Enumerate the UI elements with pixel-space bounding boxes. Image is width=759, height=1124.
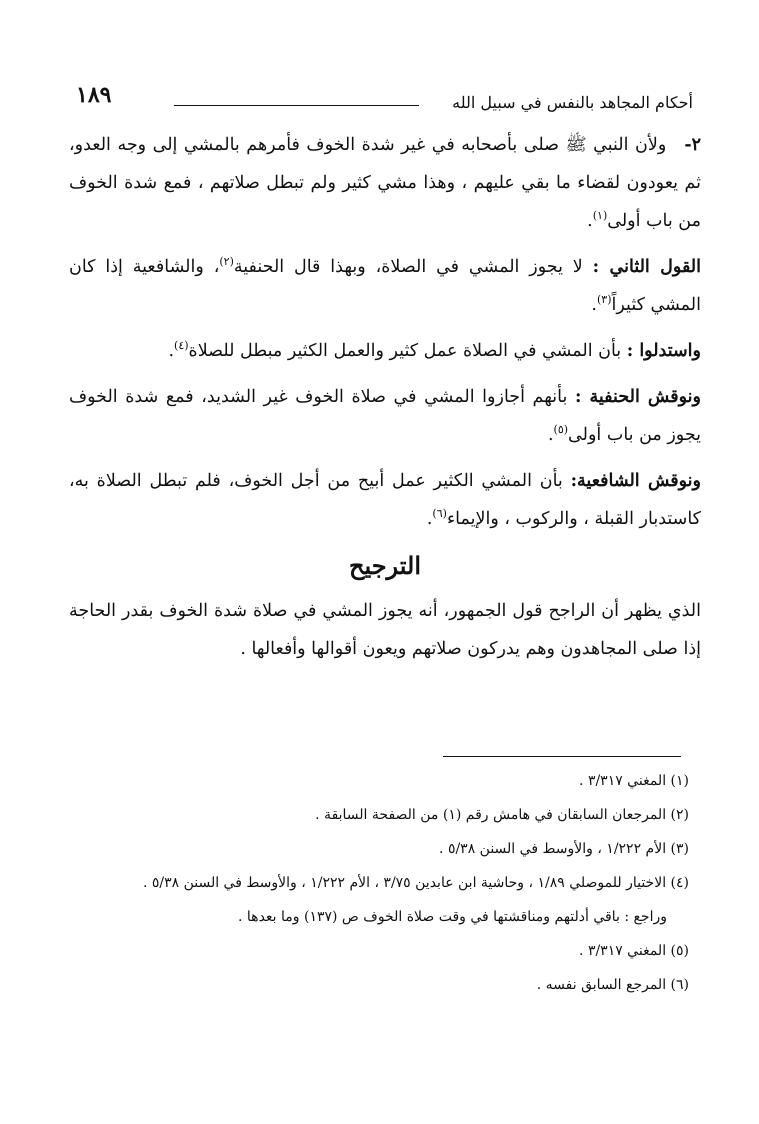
paragraph-conclusion <box>69 592 701 668</box>
footnote-5: (٥) المغني ٣/٣١٧ . <box>579 943 689 959</box>
footnote-ref: (٤) <box>174 339 189 353</box>
footnote-rule <box>443 756 681 757</box>
paragraph-second-opinion <box>69 248 701 324</box>
punctuation: . <box>587 211 593 231</box>
paragraph-lead: واستدلوا : <box>626 341 701 361</box>
footnote-ref: (٦) <box>432 507 447 521</box>
footnote-ref: (٢) <box>219 255 234 269</box>
footnote-2: (٢) المرجعان السابقان في هامش رقم (١) من الصفحة السابقة . <box>315 807 689 823</box>
paragraph-text: بأن المشي الكثير عمل أبيح من أجل الخوف، فلم تبطل الصلاة به، كاستدبار القبلة ، والركوب ، والإيماء <box>69 471 701 529</box>
footnote-ref: (٣) <box>597 293 612 307</box>
page-number: ١٨٩ <box>76 82 112 108</box>
point-number: ٢- <box>684 135 701 155</box>
paragraph-hanafi-discussion <box>69 378 701 454</box>
footnote-4: (٤) الاختيار للموصلي ١/٨٩ ، وحاشية ابن عابدين ٣/٧٥ ، الأم ١/٢٢٢ ، والأوسط في السنن ٥/٣٨ . <box>142 875 689 891</box>
paragraph-shafii-discussion <box>69 462 701 538</box>
punctuation: . <box>591 295 597 315</box>
section-heading: الترجيح <box>348 551 422 580</box>
punctuation: . <box>168 341 175 361</box>
paragraph-text: بأنهم أجازوا المشي في صلاة الخوف غير الشديد، فمع شدة الخوف يجوز من باب أولى <box>69 387 701 445</box>
paragraph-point-2 <box>69 126 701 240</box>
main-text <box>69 126 701 676</box>
paragraph-text: ، والشافعية إذا كان المشي كثيراً <box>69 257 701 315</box>
footnote-ref: (٥) <box>553 423 569 437</box>
footnote-3: (٣) الأم ١/٢٢٢ ، والأوسط في السنن ٥/٣٨ . <box>439 841 689 857</box>
paragraph-lead: القول الثاني : <box>592 257 701 277</box>
paragraph-lead: ونوقش الحنفية : <box>574 387 701 407</box>
punctuation: . <box>547 425 554 445</box>
punctuation: . <box>426 509 433 529</box>
running-title: أحكام المجاهد بالنفس في سبيل الله <box>452 93 693 112</box>
paragraph-lead: ونوقش الشافعية: <box>570 471 701 491</box>
footnote-ref: (١) <box>592 209 608 223</box>
footnote-4-note: وراجع : باقي أدلتهم ومناقشتها في وقت صلاة الخوف ص (١٣٧) وما بعدها . <box>238 909 667 925</box>
footnote-1: (١) المغني ٣/٣١٧ . <box>579 773 689 789</box>
header-rule <box>174 105 419 106</box>
paragraph-text: لا يجوز المشي في الصلاة، وبهذا قال الحنفية <box>233 257 583 277</box>
paragraph-text: ولأن النبي ﷺ صلى بأصحابه في غير شدة الخوف فأمرهم بالمشي إلى وجه العدو، ثم يعودون لقضاء ما بقي عليهم ، وهذا مشي كثير ولم تبطل صلاتهم ، فمع شدة الخوف من باب أولى <box>69 135 701 231</box>
footnote-6: (٦) المرجع السابق نفسه . <box>536 977 689 993</box>
paragraph-evidence <box>69 332 701 370</box>
paragraph-text: بأن المشي في الصلاة عمل كثير والعمل الكثير مبطل للصلاة <box>188 341 622 361</box>
footnotes <box>63 764 689 1002</box>
paragraph-text: الذي يظهر أن الراجح قول الجمهور، أنه يجوز المشي في صلاة شدة الخوف بقدر الحاجة إذا صلى المجاهدون وهم يدركون صلاتهم ويعون أقوالها وأفعالها . <box>69 601 701 659</box>
